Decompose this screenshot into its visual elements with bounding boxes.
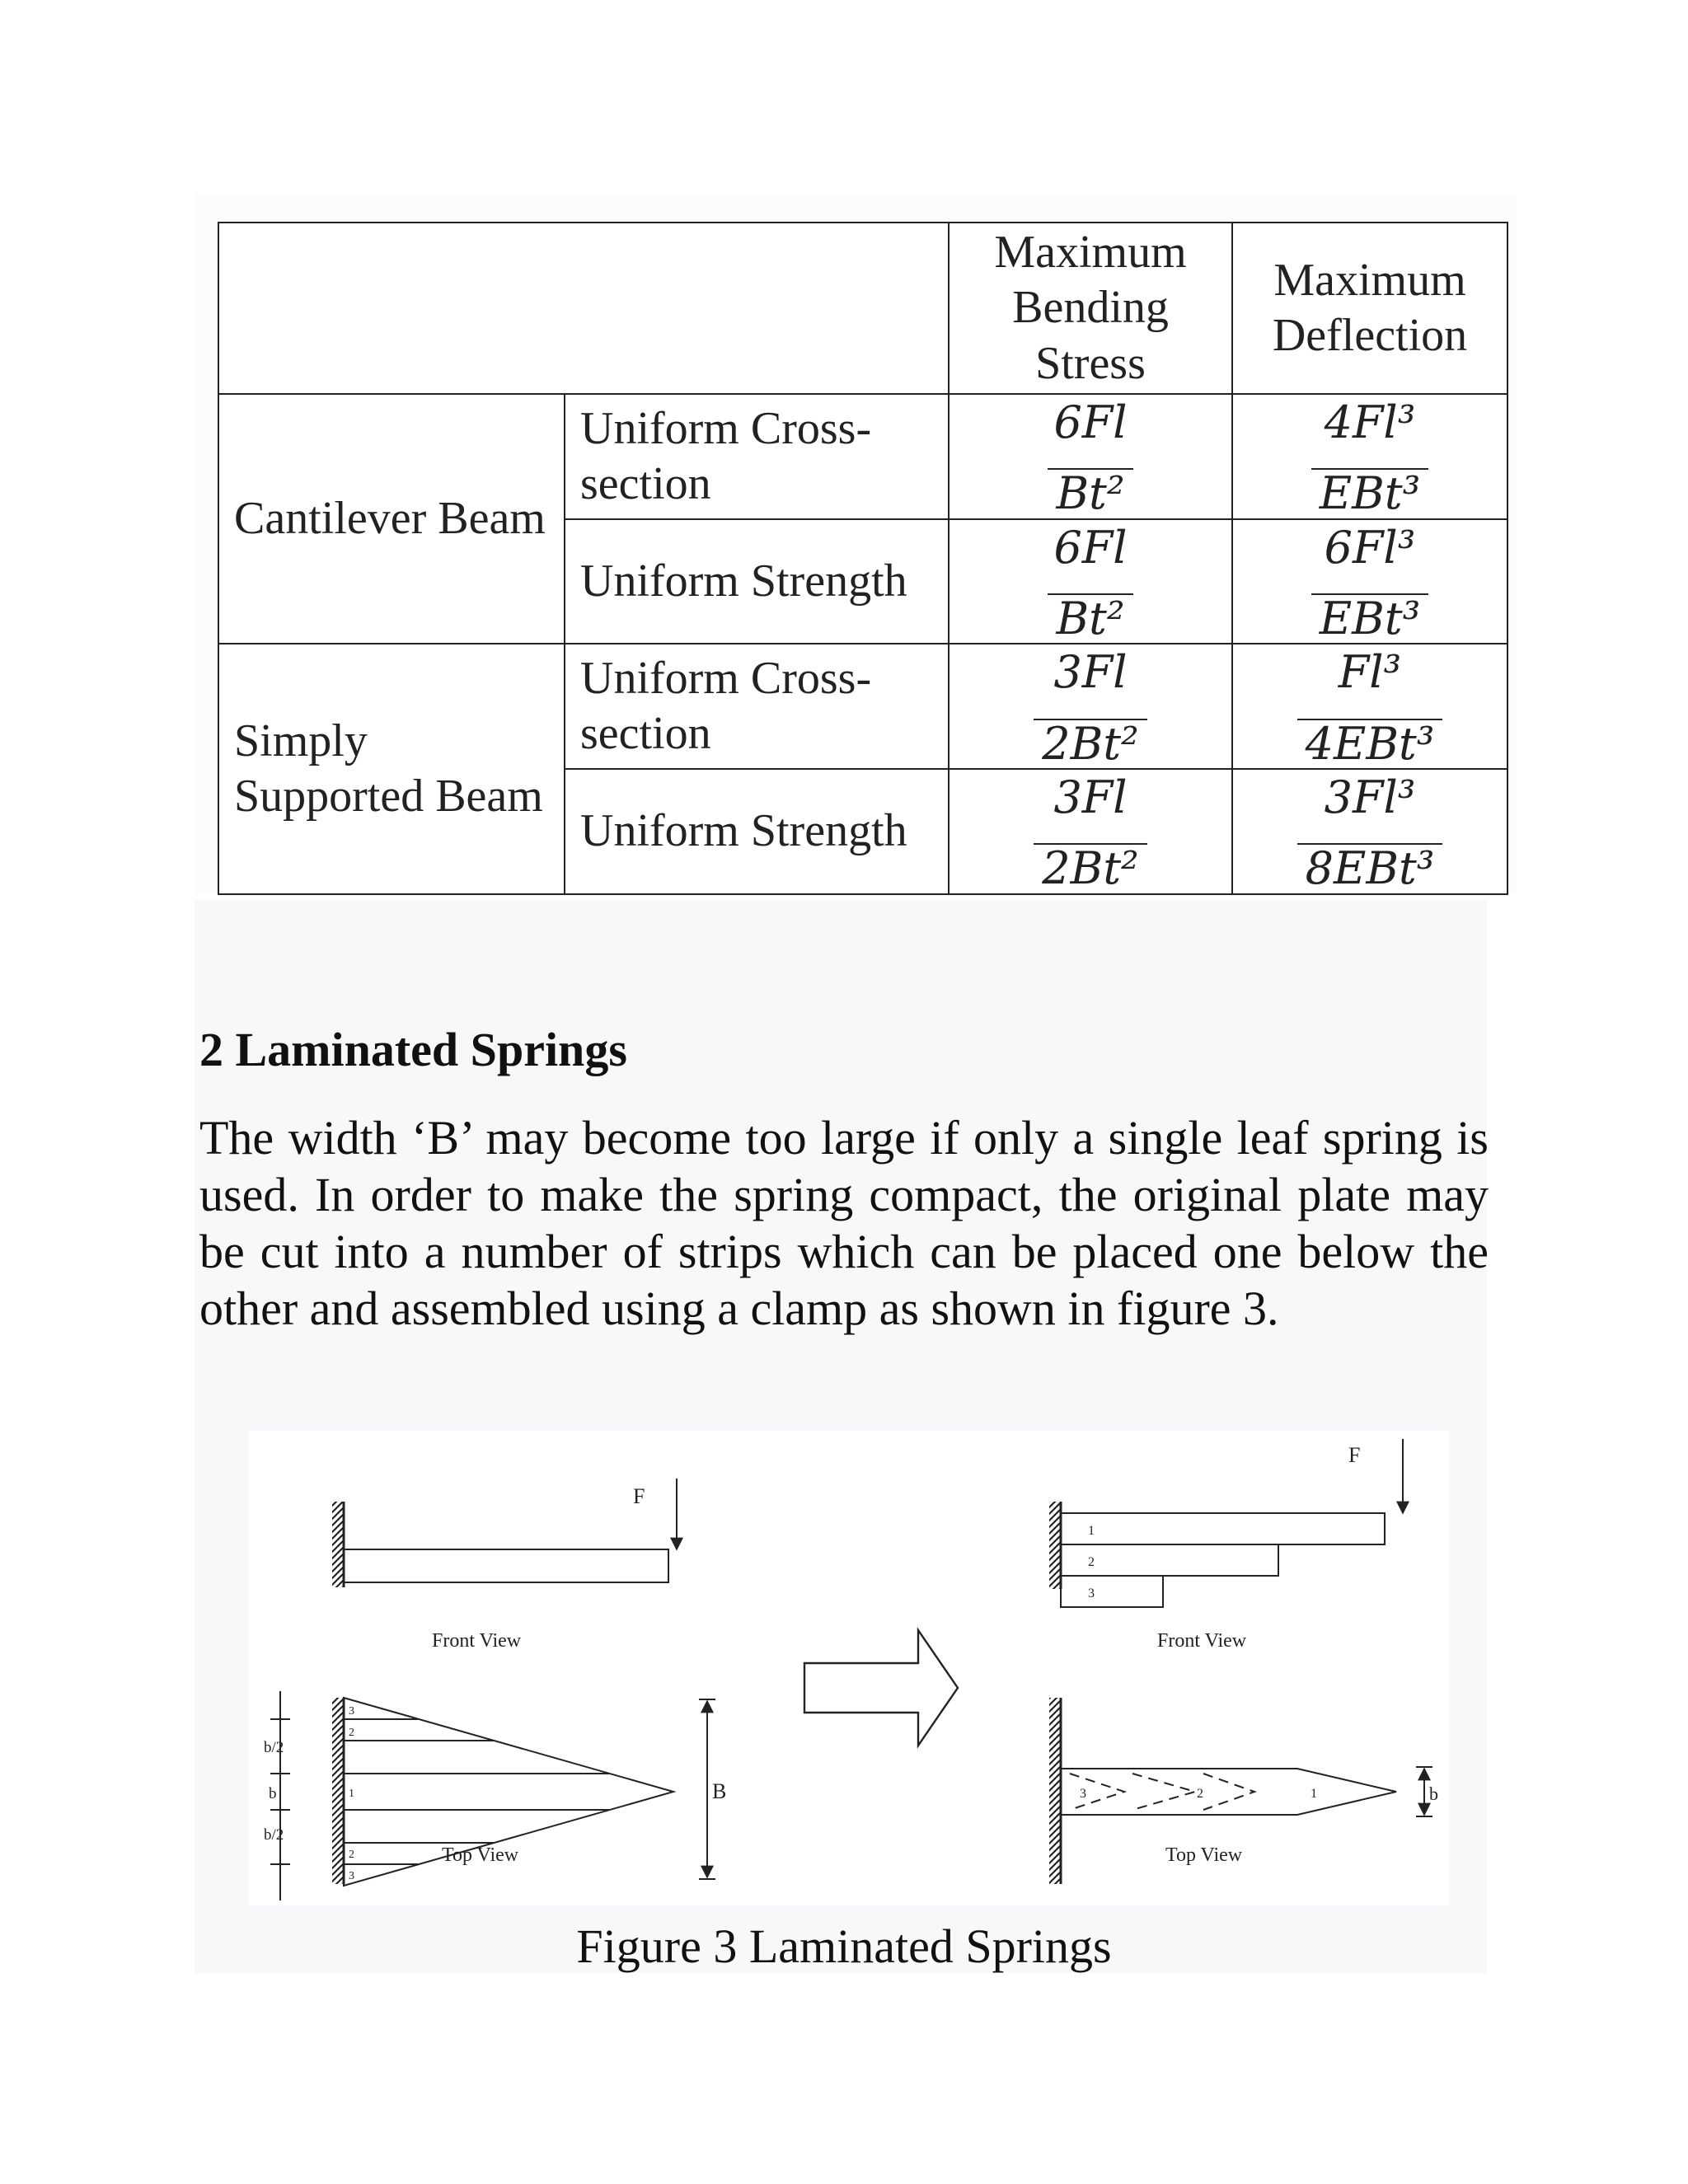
formula-numerator: 4Fl³ xyxy=(1324,396,1416,448)
stress-formula xyxy=(949,644,1232,769)
formula-denominator: EBt³ xyxy=(1311,593,1428,643)
width-label: B xyxy=(712,1779,727,1803)
strip-width-label: b xyxy=(1429,1783,1438,1804)
formula-denominator: 2Bt² xyxy=(1034,719,1146,768)
front-view-label: Front View xyxy=(432,1630,522,1652)
deflection-formula xyxy=(1232,519,1507,644)
half-strip-label: b/2 xyxy=(264,1826,284,1844)
strip-label: 3 xyxy=(1080,1787,1086,1801)
beam-formula-table xyxy=(218,222,1508,895)
row-type-label: Uniform Cross-section xyxy=(565,644,949,769)
section-title: 2 Laminated Springs xyxy=(199,1023,627,1076)
top-view-label: Top View xyxy=(1165,1844,1243,1866)
table-row xyxy=(218,644,1507,769)
deflection-formula xyxy=(1232,394,1507,519)
strip-label: 1 xyxy=(349,1788,354,1800)
strip-label: 3 xyxy=(349,1870,354,1882)
stress-formula xyxy=(949,769,1232,894)
header-max-deflection: Maximum Deflection xyxy=(1232,223,1507,394)
stress-formula xyxy=(949,519,1232,644)
body-paragraph: The width ‘B’ may become too large if only a single leaf spring is used. In order to make the spring compact, the original plate may be cut into a number of strips which can be placed one below the other and assembled using a clamp as shown in figure 3. xyxy=(199,1111,1489,1335)
strip-label: 1 xyxy=(1311,1787,1317,1801)
formula-denominator: Bt² xyxy=(1048,468,1132,518)
strip-label: 2 xyxy=(349,1727,354,1739)
formula-denominator: 4EBt³ xyxy=(1297,719,1443,768)
deflection-formula xyxy=(1232,644,1507,769)
right-front-view xyxy=(1049,1439,1403,1652)
formula-numerator: 6Fl xyxy=(1053,521,1128,574)
strip-width-label: b xyxy=(269,1785,277,1802)
formula-numerator: 3Fl xyxy=(1053,646,1128,699)
force-label: F xyxy=(633,1484,645,1508)
row-type-label: Uniform Strength xyxy=(565,769,949,894)
half-strip-label: b/2 xyxy=(264,1739,284,1756)
stress-formula xyxy=(949,394,1232,519)
deflection-formula xyxy=(1232,769,1507,894)
simply-supported-beam-label: Simply Supported Beam xyxy=(218,644,565,893)
formula-numerator: Fl³ xyxy=(1338,646,1402,699)
formula-numerator: 3Fl³ xyxy=(1324,771,1416,823)
header-max-bending-stress: Maximum Bending Stress xyxy=(949,223,1232,394)
row-type-label: Uniform Strength xyxy=(565,519,949,644)
right-top-view xyxy=(1049,1698,1438,1884)
transition-arrow xyxy=(804,1630,958,1746)
formula-denominator: 2Bt² xyxy=(1034,843,1146,893)
beam-formula-table-panel xyxy=(195,194,1517,893)
formula-numerator: 6Fl³ xyxy=(1324,521,1416,574)
laminated-springs-figure xyxy=(249,1431,1449,1905)
strip-label: 1 xyxy=(1088,1524,1095,1538)
formula-denominator: EBt³ xyxy=(1311,468,1428,518)
formula-denominator: Bt² xyxy=(1048,593,1132,643)
strip-label: 2 xyxy=(1197,1787,1203,1801)
formula-denominator: 8EBt³ xyxy=(1297,843,1443,893)
strip-label: 3 xyxy=(349,1705,354,1718)
figure-caption: Figure 3 Laminated Springs xyxy=(576,1919,1112,1973)
formula-numerator: 3Fl xyxy=(1053,771,1128,823)
table-empty-header xyxy=(218,223,949,394)
cantilever-beam-label: Cantilever Beam xyxy=(218,394,565,644)
strip-label: 2 xyxy=(349,1849,354,1861)
front-view-label: Front View xyxy=(1157,1630,1247,1652)
strip-label: 3 xyxy=(1088,1586,1095,1601)
row-type-label: Uniform Cross-section xyxy=(565,394,949,519)
left-front-view xyxy=(332,1479,677,1652)
top-view-label: Top View xyxy=(442,1844,519,1866)
formula-numerator: 6Fl xyxy=(1053,396,1128,448)
left-top-view xyxy=(264,1691,726,1900)
force-label: F xyxy=(1348,1443,1361,1467)
table-row xyxy=(218,394,1507,519)
strip-label: 2 xyxy=(1088,1555,1095,1569)
